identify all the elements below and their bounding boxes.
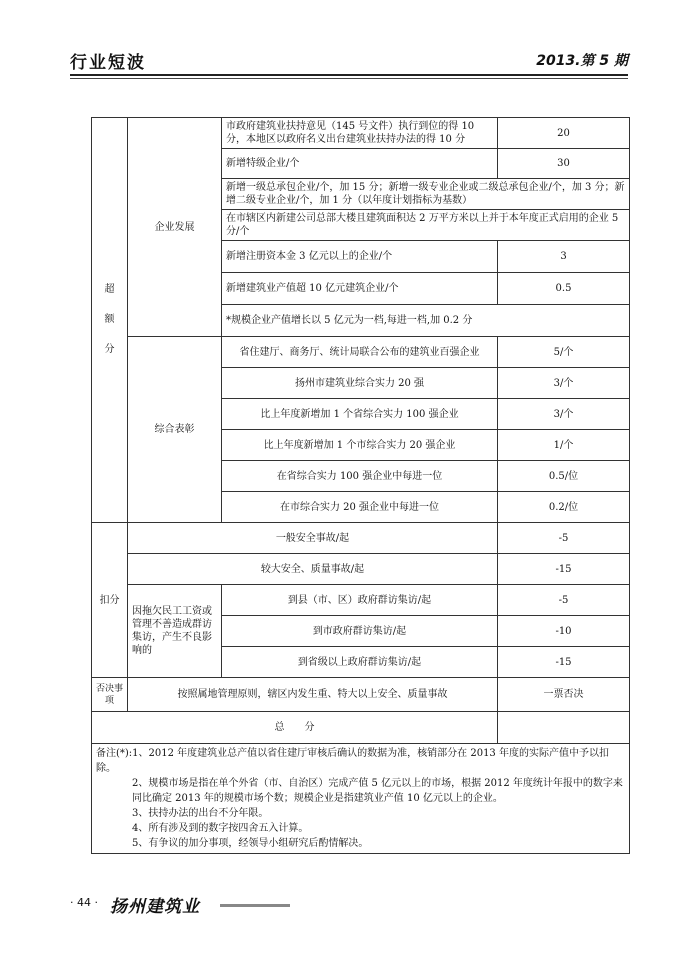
subcategory-enterprise: 企业发展 [128,118,222,337]
criterion-score: 30 [498,149,630,179]
criterion-text: 市政府建筑业扶持意见（145 号文件）执行到位的得 10 分，本地区以政府名义出台建筑业扶持办法的得 10 分 [222,118,498,149]
header-rule [70,74,628,76]
criterion-score: 一票否决 [498,678,630,712]
notes [92,744,630,854]
criterion-text: 到县（市、区）政府群访集访/起 [222,585,498,616]
criterion-text: 扬州市建筑业综合实力 20 强 [222,368,498,399]
criterion-text: 在市辖区内新建公司总部大楼且建筑面积达 2 万平方米以上并于本年度正式启用的企业 5 分/个 [222,210,630,241]
criterion-text: 按照属地管理原则，辖区内发生重、特大以上安全、质量事故 [128,678,498,712]
note-item: 3、扶持办法的出台不分年限。 [132,808,269,819]
criterion-text: 新增建筑业产值超 10 亿元建筑企业/个 [222,273,498,305]
notes-row [92,744,630,854]
table-row [92,678,630,712]
table-row [92,523,630,554]
criterion-score: -15 [498,647,630,678]
criterion-text: 在市综合实力 20 强企业中每进一位 [222,492,498,523]
criterion-score: -15 [498,554,630,585]
page-footer [70,892,270,916]
criterion-score: 0.5/位 [498,461,630,492]
footer-bar [220,904,290,907]
table-row [92,585,630,616]
criterion-score: -5 [498,523,630,554]
criterion-score: 1/个 [498,430,630,461]
table-row [92,118,630,149]
scoring-table [91,117,630,854]
column-title: 行业短波 [70,53,146,73]
criterion-text: 新增一级总承包企业/个，加 15 分；新增一级专业企业或二级总承包企业/个，加 3 分；新增二级专业企业/个，加 1 分（以年度计划指标为基数） [222,179,630,210]
category-deduct: 扣分 [92,523,128,678]
note-item: 2、规模市场是指在单个外省（市、自治区）完成产值 5 亿元以上的市场，根据 2012 年度统计年报中的数字来同比确定 2013 年的规模市场个数；规模企业是指建筑业产值 10 亿元以上的企业。 [132,778,623,804]
criterion-text: 到省级以上政府群访集访/起 [222,647,498,678]
criterion-text: 省住建厅、商务厅、统计局联合公布的建筑业百强企业 [222,337,498,368]
criterion-score: -5 [498,585,630,616]
criterion-text: 新增特级企业/个 [222,149,498,179]
category-super: 超 额 分 [92,118,128,523]
note-item: 5、有争议的加分事项，经领导小组研究后酌情解决。 [132,838,369,849]
page-number: · 44 · [70,896,98,909]
criterion-score: 0.5 [498,273,630,305]
criterion-score: 3/个 [498,399,630,430]
table-row [92,712,630,744]
criterion-score: -10 [498,616,630,647]
header-rule-thin [70,78,628,79]
criterion-text: 新增注册资本金 3 亿元以上的企业/个 [222,241,498,273]
table-row [92,337,630,368]
total-label: 总 分 [92,712,498,744]
note-item: 备注(*):1、2012 年度建筑业总产值以省住建厅审核后确认的数据为准，核销部分在 2013 年度的实际产值中予以扣除。 [96,748,609,774]
criterion-text: 在省综合实力 100 强企业中每进一位 [222,461,498,492]
criterion-text: 比上年度新增加 1 个市综合实力 20 强企业 [222,430,498,461]
note-item: 4、所有涉及到的数字按四舍五入计算。 [132,823,309,834]
criterion-score: 3/个 [498,368,630,399]
table-row [92,554,630,585]
magazine-logo: 扬州建筑业 [110,897,200,917]
subcategory-commend: 综合表彰 [128,337,222,523]
page-header [70,48,628,72]
total-score [498,712,630,744]
issue-number: 2013.第 5 期 [536,53,628,69]
criterion-score: 3 [498,241,630,273]
criterion-text: 较大安全、质量事故/起 [128,554,498,585]
criterion-text: *规模企业产值增长以 5 亿元为一档,每进一档,加 0.2 分 [222,305,630,337]
category-veto: 否决事项 [92,678,128,712]
criterion-score: 5/个 [498,337,630,368]
criterion-text: 一般安全事故/起 [128,523,498,554]
criterion-text: 比上年度新增加 1 个省综合实力 100 强企业 [222,399,498,430]
criterion-score: 20 [498,118,630,149]
subcategory-petition: 因拖欠民工工资或管理不善造成群访集访，产生不良影响的 [128,585,222,678]
criterion-text: 到市政府群访集访/起 [222,616,498,647]
criterion-score: 0.2/位 [498,492,630,523]
